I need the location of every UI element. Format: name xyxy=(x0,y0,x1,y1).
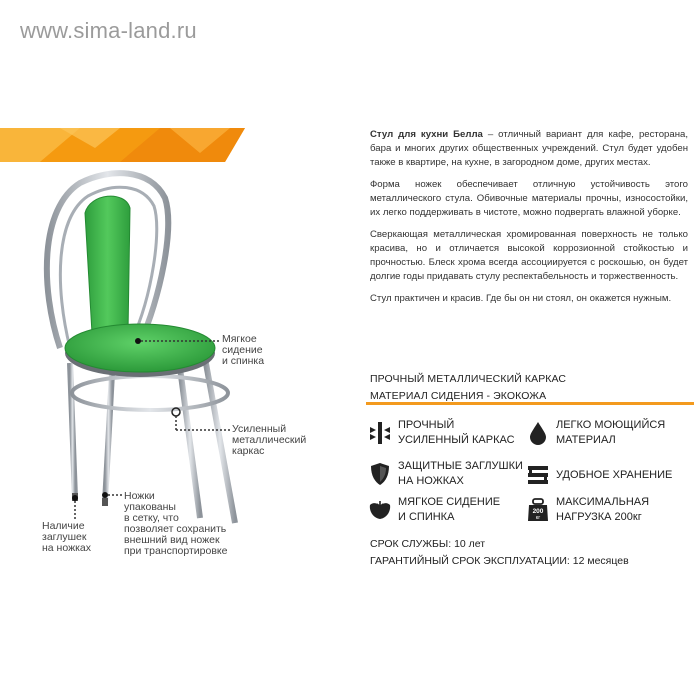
callout-soft-seat xyxy=(222,334,264,367)
feature-text: МАТЕРИАЛ xyxy=(556,434,616,446)
callout-line: Мягкое xyxy=(222,333,257,345)
feature-text: ПРОЧНЫЙ xyxy=(398,419,455,431)
feature-text: МЯГКОЕ СИДЕНИЕ xyxy=(398,496,501,508)
feature-text: УСИЛЕННЫЙ КАРКАС xyxy=(398,434,515,446)
description-paragraph-3: Сверкающая металлическая хромированная поверхность не только красива, но и отличается высокой коррозионной стойкостью и прочностью. Блеск хрома всегда ассоциируется с роскошью, он будет долгие годы придавать стулу респектабельность и торжественность. xyxy=(370,229,688,282)
callout-line: внешний вид ножек xyxy=(124,534,220,546)
callout-line: на ножках xyxy=(42,542,92,554)
feature-text: ЗАЩИТНЫЕ ЗАГЛУШКИ xyxy=(398,460,523,472)
shield-icon xyxy=(368,462,392,486)
callout-line: Усиленный xyxy=(232,423,287,435)
orange-banner xyxy=(0,128,245,162)
feature-text: МАКСИМАЛЬНАЯ xyxy=(556,496,650,508)
callout-line: позволяет сохранить xyxy=(124,523,227,535)
service-life: СРОК СЛУЖБЫ: 10 лет xyxy=(370,538,486,550)
heading-underline xyxy=(366,402,694,405)
description-paragraph-2: Форма ножек обеспечивает отличную устойчивость этого металлического стула. Обивочные материалы прочны, износостойки, их легко поддерживать в чистоте, можно подвергать влажной уборке. xyxy=(370,179,688,218)
description-paragraph-4: Стул практичен и красив. Где бы он ни стоял, он окажется нужным. xyxy=(370,293,672,304)
heading-frame: ПРОЧНЫЙ МЕТАЛЛИЧЕСКИЙ КАРКАС xyxy=(370,373,567,385)
callout-line: и спинка xyxy=(222,355,265,367)
description-text: – отличный вариант для кафе, ресторана, бара и многих других общественных учреждений. Стул будет удобен также в квартире, на кухне, в загородном доме, других местах. xyxy=(370,129,688,168)
feature-washable xyxy=(526,418,665,448)
feature-storage xyxy=(526,463,672,487)
stack-icon xyxy=(526,463,550,487)
callout-line: упакованы xyxy=(124,501,176,513)
warranty: ГАРАНТИЙНЫЙ СРОК ЭКСПЛУАТАЦИИ: 12 месяцев xyxy=(370,555,629,567)
callout-line: заглушек xyxy=(42,531,87,543)
svg-text:кг: кг xyxy=(535,515,541,521)
frame-arrows-icon xyxy=(368,421,392,445)
callout-line: металлический xyxy=(232,434,307,446)
watermark: www.sima-land.ru xyxy=(20,18,197,43)
feature-text: И СПИНКА xyxy=(398,511,455,523)
feature-max-load xyxy=(526,495,649,525)
callout-line: Наличие xyxy=(42,520,85,532)
feature-text: ЛЕГКО МОЮЩИЙСЯ xyxy=(556,419,666,431)
feature-text: НА НОЖКАХ xyxy=(398,475,464,487)
svg-text:200: 200 xyxy=(532,508,544,515)
feature-plugs xyxy=(368,459,523,489)
weight-icon xyxy=(526,498,550,522)
callout-frame xyxy=(232,424,306,457)
heading-material: МАТЕРИАЛ СИДЕНИЯ - ЭКОКОЖА xyxy=(370,390,547,402)
description-paragraph-1 xyxy=(370,128,688,170)
feature-text: УДОБНОЕ ХРАНЕНИЕ xyxy=(556,468,673,481)
callout-plugs xyxy=(42,521,91,554)
feature-text: НАГРУЗКА 200кг xyxy=(556,511,642,523)
callout-line: в сетку, что xyxy=(124,512,179,524)
callout-line: каркас xyxy=(232,445,265,457)
feature-strong-frame xyxy=(368,418,515,448)
drop-icon xyxy=(526,421,550,445)
product-name: Стул для кухни Белла xyxy=(370,129,483,140)
callout-line: Ножки xyxy=(124,490,155,502)
callout-line: сидение xyxy=(222,344,263,356)
callout-line: при транспортировке xyxy=(124,545,228,557)
cushion-icon xyxy=(368,498,392,522)
description xyxy=(370,128,688,314)
callout-legs xyxy=(124,491,227,557)
feature-soft-seat xyxy=(368,495,500,525)
